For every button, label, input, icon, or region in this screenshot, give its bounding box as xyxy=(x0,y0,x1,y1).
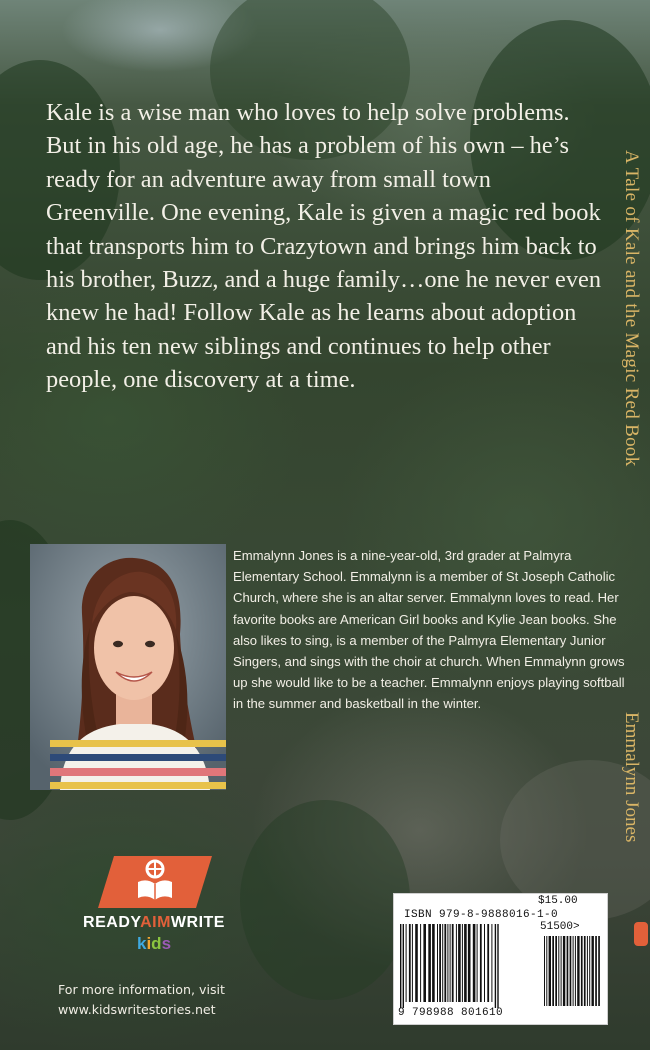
wordmark-aim: AIM xyxy=(140,914,171,931)
foliage-blob xyxy=(240,800,410,1000)
website-url: www.kidswritestories.net xyxy=(58,1002,216,1017)
publisher-logo xyxy=(74,848,234,958)
isbn-label: ISBN 979-8-9888016-1-0 xyxy=(404,909,559,921)
author-bio: Emmalynn Jones is a nine-year-old, 3rd grader at Palmyra Elementary School. Emmalynn is a member of St Joseph Catholic Church, where she is an altar server. Emmalynn loves to read. Her favorite books are American Girl books and Kylie Jean books. She also likes to sing, is a member of the Palmyra Elementary Junior Singers, and sings with the choir at church. When Emmalynn grows up she would like to be a teacher. Emmalynn enjoys playing softball in the summer and basketball in the winter. xyxy=(233,548,625,712)
spine-title: A Tale of Kale and the Magic Red Book xyxy=(621,150,642,467)
book-blurb: Kale is a wise man who loves to help solve problems. But in his old age, he has a problem of his own – he’s ready for an adventure away from small town Greenville. One evening, Kale is given a magic red book that transports him to Crazytown and brings him back to his brother, Buzz, and a huge family…one he never even knew he had! Follow Kale as he learns about adoption and his ten new siblings and continues to help other people, one discovery at a time. xyxy=(46,99,602,394)
open-book-logo-icon xyxy=(74,848,234,914)
kids-letter-k: k xyxy=(136,934,147,953)
price-label: $15.00 xyxy=(538,895,578,907)
wordmark-ready: READY xyxy=(83,914,141,931)
barcode-number: 9 798988 801610 xyxy=(398,1007,504,1019)
kids-letter-i: i xyxy=(146,934,152,953)
barcode-bars xyxy=(400,924,600,1008)
spine-author: Emmalynn Jones xyxy=(621,712,642,843)
more-info-line: For more information, visit xyxy=(58,982,225,997)
spine-publisher-logo xyxy=(634,922,648,946)
isbn-barcode xyxy=(393,893,608,1025)
kids-letter-s: s xyxy=(161,934,172,953)
author-portrait-illustration xyxy=(30,544,226,790)
price-addon-number: 51500> xyxy=(540,921,580,933)
publisher-wordmark xyxy=(74,914,234,932)
author-photo xyxy=(30,544,226,790)
more-info-text xyxy=(58,980,278,1020)
kids-letter-d: d xyxy=(151,934,162,953)
publisher-kids-wordmark xyxy=(74,934,234,954)
wordmark-write: WRITE xyxy=(170,914,225,931)
